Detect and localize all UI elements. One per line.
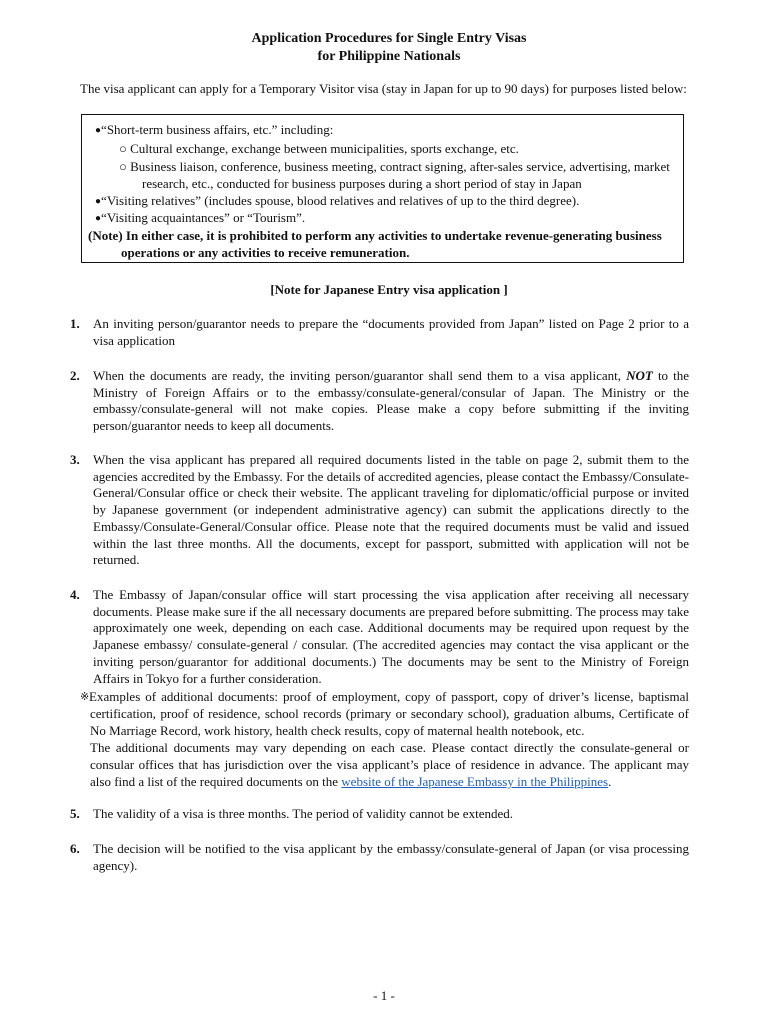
document-title-line2: for Philippine Nationals	[317, 49, 461, 64]
page-number: - 1 -	[373, 988, 395, 1003]
examples-paragraph: Examples of additional documents: proof of employment, copy of passport, copy of driver’s license, baptismal certification, proof of residence, school records (primary or secondary school), graduation albums, Certificate of No Marriage Record, work history, health check results, copy of maternal health notebook, etc.	[89, 689, 689, 738]
box-sub-business-liaison: ○ Business liaison, conference, business meeting, contract signing, after-sales service, advertising, market	[119, 159, 670, 174]
note-heading: [Note for Japanese Entry visa application ]	[270, 282, 508, 297]
box-bullet-business: ●“Short-term business affairs, etc.” including:	[95, 122, 334, 137]
bullet-dot-icon: ●	[95, 196, 102, 207]
emphasis-not: NOT	[626, 368, 653, 383]
item-text: When the visa applicant has prepared all required documents listed in the table on page 2, submit them to the agencies accredited by the Embassy. For the details of accredited agencies, please contact the Embassy/Consulate-General/Consular office or check their website. The applicant traveling for diplomatic/official purpose or invited by Japanese government (or independent administrative agency) can submit the applications directly to the Embassy/Consulate-General/Consular office. Please note that the required documents must be valid and issued within the last three months. All the documents, except for passport, submitted with application will not be returned.	[93, 452, 689, 568]
item-text: The decision will be notified to the visa applicant by the embassy/consulate-general of Japan (or visa processing agency).	[93, 841, 689, 873]
item-text: When the documents are ready, the inviting person/guarantor shall send them to a visa applicant, NOT to the Ministry of Foreign Affairs or to the embassy/consulate-general/consular of Japan. The Ministry or the embassy/consulate-general will not make copies. Please make a copy before submitting if the inviting person/guarantor needs to keep all documents.	[93, 368, 690, 434]
additional-docs-paragraph: The additional documents may vary depending on each case. Please contact directly the consulate-general or consular offices that has jurisdiction over the visa applicant’s place of residence in advance. The applicant may also find a list of the required documents on the website of the Japanese Embassy in the Philippines.	[90, 740, 689, 789]
document-title-line1: Application Procedures for Single Entry Visas	[251, 31, 527, 46]
box-sub-business-liaison-cont: research, etc., conducted for business purposes during a short period of stay in Japan	[142, 176, 582, 191]
circle-bullet-icon: ○	[119, 141, 131, 156]
purpose-box	[81, 114, 684, 263]
embassy-website-link[interactable]: website of the Japanese Embassy in the Philippines	[341, 774, 609, 789]
box-bullet-acquaintances: ●“Visiting acquaintances” or “Tourism”.	[95, 210, 306, 225]
item-text: The validity of a visa is three months. The period of validity cannot be extended.	[93, 806, 513, 821]
box-bullet-relatives: ●“Visiting relatives” (includes spouse, blood relatives and relatives of up to the third degree).	[95, 193, 580, 208]
box-sub-cultural: ○ Cultural exchange, exchange between municipalities, sports exchange, etc.	[119, 141, 519, 156]
item-number: 5.	[70, 806, 80, 821]
circle-bullet-icon: ○	[119, 159, 131, 174]
item-number: 6.	[70, 841, 80, 856]
item-number: 3.	[70, 452, 80, 467]
bullet-dot-icon: ●	[95, 213, 102, 224]
box-note-line2: operations or any activities to receive remuneration.	[121, 245, 410, 260]
reference-mark-icon: ※	[80, 691, 90, 703]
item-text: An inviting person/guarantor needs to prepare the “documents provided from Japan” listed on Page 2 prior to a visa application	[93, 316, 689, 348]
item-text: The Embassy of Japan/consular office will start processing the visa application after receiving all necessary documents. Please make sure if the all necessary documents are prepared before submitting. The process may take approximately one week, depending on each case. Additional documents may be required upon request by the Japanese embassy/ consulate-general / consular. (The accredited agencies may contact the visa applicant or the inviting person/guarantor for additional documents.) The documents may be sent to the Ministry of Foreign Affairs in Tokyo for a further consideration.	[93, 587, 689, 686]
item-number: 1.	[70, 316, 80, 331]
item-number: 2.	[70, 368, 80, 383]
intro-paragraph: The visa applicant can apply for a Temporary Visitor visa (stay in Japan for up to 90 days) for purposes listed below:	[80, 81, 687, 96]
box-note-line1: (Note) In either case, it is prohibited to perform any activities to undertake revenue-generating business	[88, 228, 662, 243]
bullet-dot-icon: ●	[95, 125, 102, 136]
item-number: 4.	[70, 587, 80, 602]
